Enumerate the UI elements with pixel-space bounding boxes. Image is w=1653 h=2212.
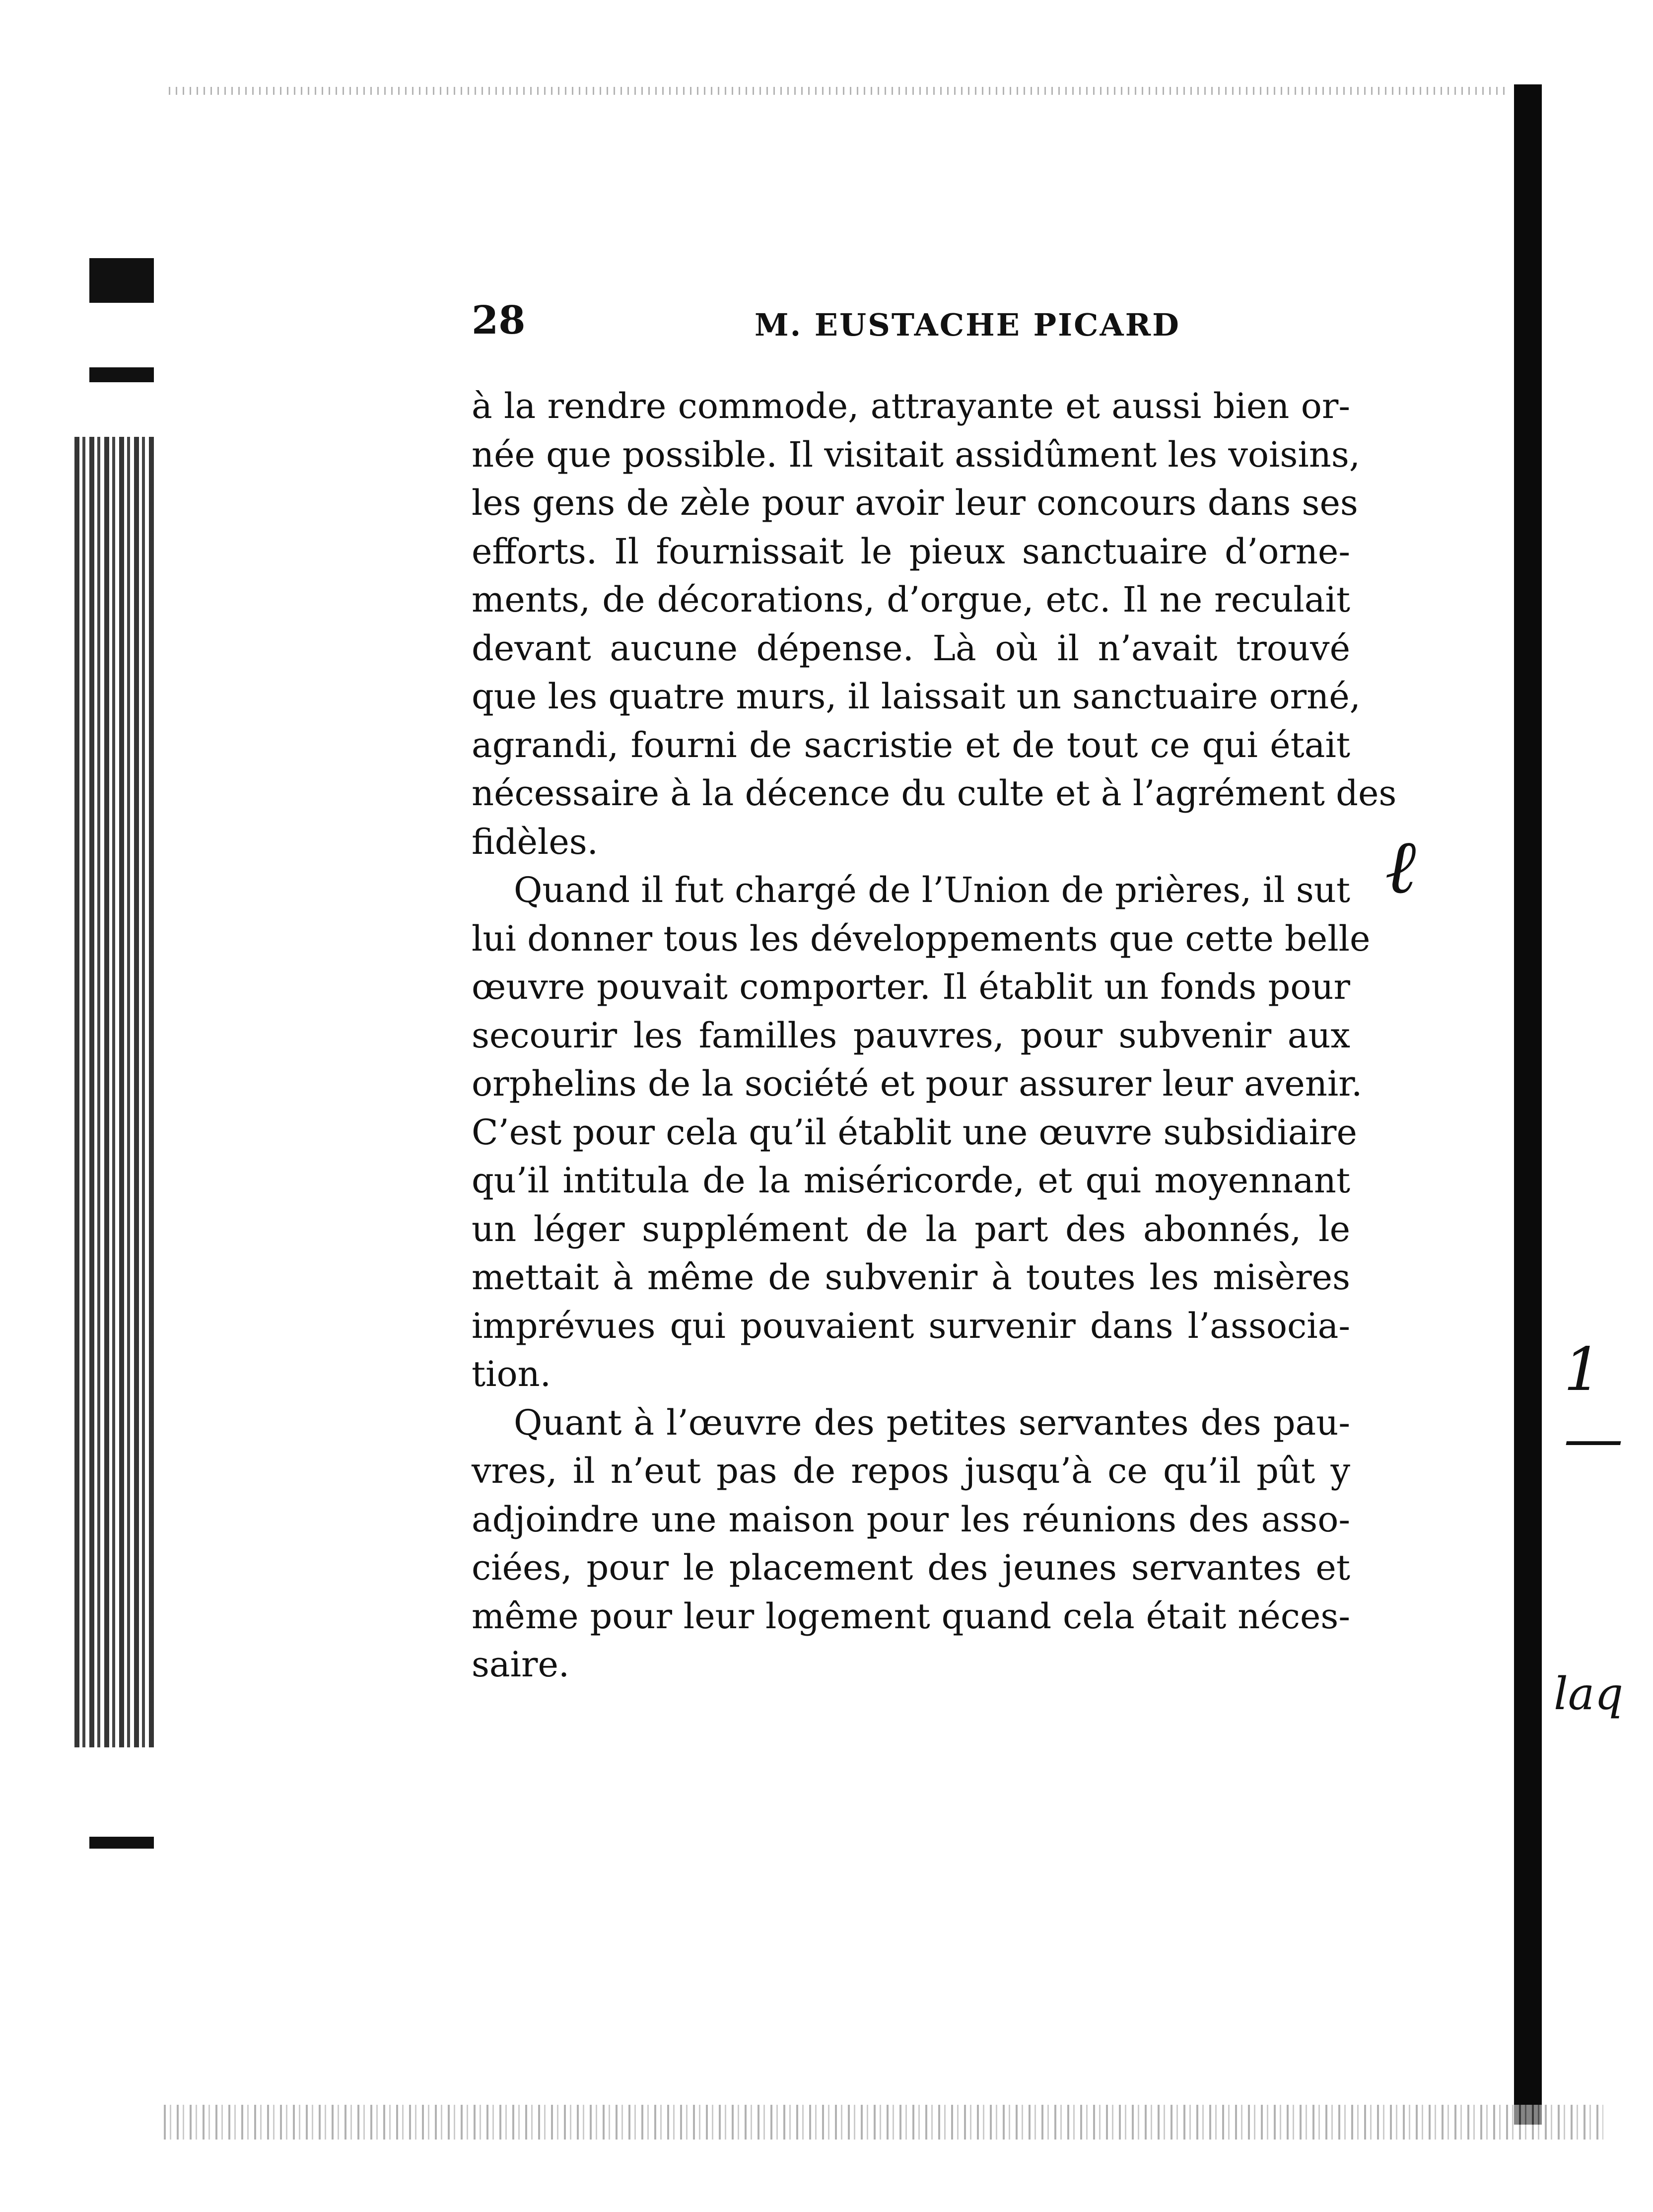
scan-edge-left bbox=[74, 437, 154, 1747]
text-line: ciées, pour le placement des jeunes servantes et bbox=[472, 1547, 1350, 1588]
text-line: mettait à même de subvenir à toutes les misères bbox=[472, 1257, 1350, 1298]
text-line: adjoindre une maison pour les réunions des asso- bbox=[472, 1499, 1350, 1540]
text-line: lui donner tous les développements que cette belle bbox=[472, 918, 1371, 959]
text-line: Quand il fut chargé de l’Union de prières, il sut bbox=[514, 870, 1350, 910]
text-line: C’est pour cela qu’il établit une œuvre subsidiaire bbox=[472, 1111, 1357, 1153]
scan-edge-right bbox=[1514, 84, 1542, 2125]
handwritten-margin-note: 1 — bbox=[1564, 1335, 1623, 1473]
handwritten-margin-note: ℓ bbox=[1385, 824, 1416, 910]
text-line: saire. bbox=[472, 1644, 570, 1685]
text-line: tion. bbox=[472, 1354, 551, 1394]
scan-mark-top-left bbox=[89, 258, 154, 303]
text-line: qu’il intitula de la miséricorde, et qui moyennant bbox=[472, 1160, 1350, 1201]
text-line: œuvre pouvait comporter. Il établit un fonds pour bbox=[472, 967, 1350, 1007]
text-line: orphelins de la société et pour assurer leur avenir. bbox=[472, 1063, 1363, 1104]
text-line: vres, il n’eut pas de repos jusqu’à ce qu’il pût y bbox=[472, 1451, 1350, 1491]
text-line: secourir les familles pauvres, pour subvenir aux bbox=[472, 1015, 1350, 1056]
handwritten-margin-note: laq bbox=[1554, 1668, 1624, 1720]
scan-mark-lower-left bbox=[89, 1837, 154, 1849]
text-line: Quant à l’œuvre des petites servantes des pau- bbox=[514, 1402, 1350, 1443]
text-line: agrandi, fourni de sacristie et de tout ce qui était bbox=[472, 724, 1350, 765]
page-number: 28 bbox=[472, 298, 526, 343]
running-head bbox=[472, 298, 1365, 357]
scan-mark-upper-left bbox=[89, 367, 154, 382]
text-line: les gens de zèle pour avoir leur concours dans ses bbox=[472, 483, 1358, 523]
text-line: ments, de décorations, d’orgue, etc. Il ne reculait bbox=[472, 579, 1350, 620]
scan-edge-bottom bbox=[164, 2105, 1603, 2140]
scan-edge-top bbox=[169, 87, 1509, 95]
text-line: un léger supplément de la part des abonnés, le bbox=[472, 1208, 1350, 1249]
text-line: devant aucune dépense. Là où il n’avait trouvé bbox=[472, 627, 1350, 669]
text-line: efforts. Il fournissait le pieux sanctuaire d’orne- bbox=[472, 531, 1350, 572]
body-text bbox=[472, 382, 1397, 1689]
text-line: à la rendre commode, attrayante et aussi bien or- bbox=[472, 386, 1350, 426]
running-title: M. EUSTACHE PICARD bbox=[755, 307, 1180, 343]
text-line: que les quatre murs, il laissait un sanctuaire orné, bbox=[472, 676, 1361, 717]
text-line: née que possible. Il visitait assidûment les voisins, bbox=[472, 434, 1360, 475]
text-line: nécessaire à la décence du culte et à l’agrément des bbox=[472, 773, 1397, 814]
text-line: fidèles. bbox=[472, 821, 598, 862]
text-line: imprévues qui pouvaient survenir dans l’associa- bbox=[472, 1305, 1350, 1346]
text-line: même pour leur logement quand cela était néces- bbox=[472, 1595, 1350, 1637]
